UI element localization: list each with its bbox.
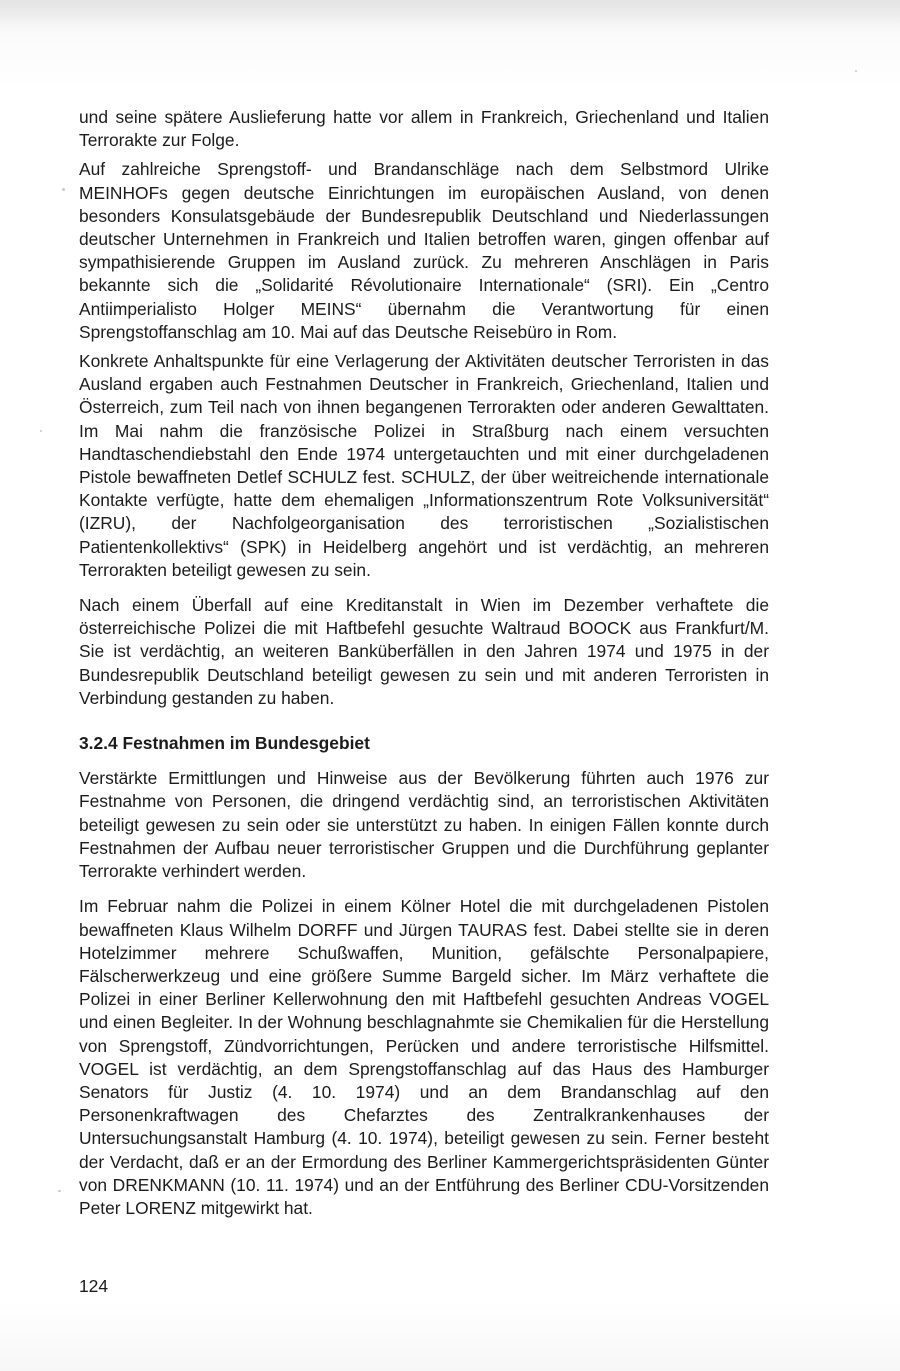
section-heading: 3.2.4 Festnahmen im Bundesgebiet — [79, 733, 370, 754]
paragraph: Verstärkte Ermittlungen und Hinweise aus der Bevölkerung führten auch 1976 zur Festnahme von Personen, die dringend verdächtig sind, an terroristischen Aktivitäten beteiligt gewesen zu sein oder sie unterstützt zu haben. In einigen Fällen konnte durch Festnahmen der Aufbau neuer terroristischer Gruppen und die Durchführung geplanter Terrorakte verhindert werden. — [79, 768, 769, 882]
scan-speck — [58, 1190, 61, 1192]
paragraph: und seine spätere Auslieferung hatte vor allem in Frankreich, Griechenland und Italien Terrorakte zur Folge. — [79, 107, 769, 151]
paragraph: Nach einem Überfall auf eine Kreditanstalt in Wien im Dezember verhaftete die österreichische Polizei die mit Haftbefehl gesuchte Waltraud BOOCK aus Frankfurt/M. Sie ist verdächtig, an weiteren Banküberfällen in den Jahren 1974 und 1975 in der Bundesrepublik Deutschland beteiligt gewesen zu sein und mit anderen Terroristen in Verbindung gestanden zu haben. — [79, 595, 769, 708]
page-number: 124 — [79, 1276, 109, 1296]
paragraph: Auf zahlreiche Sprengstoff- und Brandanschläge nach dem Selbstmord Ulrike MEINHOFs gegen deutsche Einrichtungen im europäischen Ausland, von denen besonders Konsulatsgebäude der Bundesrepublik Deutschland und Niederlassungen deutscher Unternehmen in Frankreich und Italien betroffen waren, gingen offenbar auf sympathisierende Gruppen im Ausland zurück. Zu mehreren Anschlägen in Paris bekannte sich die „Solidarité Révolutionaire Internationale“ (SRI). Ein „Centro Antiimperialisto Holger MEINS“ übernahm die Verantwortung für einen Sprengstoffanschlag am 10. Mai auf das Deutsche Reisebüro in Rom. — [79, 159, 769, 342]
paragraph: Im Februar nahm die Polizei in einem Kölner Hotel die mit durchgeladenen Pistolen bewaffneten Klaus Wilhelm DORFF und Jürgen TAURAS fest. Dabei stellte sie in deren Hotelzimmer mehrere Schußwaffen, Munition, gefälschte Personalpapiere, Fälscherwerkzeug und eine größere Summe Bargeld sicher. Im März verhaftete die Polizei in einer Berliner Kellerwohnung den mit Haftbefehl gesuchten Andreas VOGEL und einen Begleiter. In der Wohnung beschlagnahmte sie Chemikalien für die Herstellung von Sprengstoff, Zündvorrichtungen, Perücken und andere terroristische Hilfsmittel. VOGEL ist verdächtig, an dem Sprengstoffanschlag auf das Haus des Hamburger Senators für Justiz (4. 10. 1974) und an dem Brandanschlag auf den Personenkraftwagen des Chefarztes des Zentralkrankenhauses der Untersuchungsanstalt Hamburg (4. 10. 1974), beteiligt gewesen zu sein. Ferner besteht der Verdacht, daß er an der Ermordung des Berliner Kammergerichtspräsidenten Günter von DRENKMANN (10. 11. 1974) und an der Entführung des Berliner CDU-Vorsitzenden Peter LORENZ mitgewirkt hat. — [79, 896, 769, 1218]
scan-speck — [40, 430, 42, 432]
paragraph: Konkrete Anhaltspunkte für eine Verlagerung der Aktivitäten deutscher Terroristen in das Ausland ergaben auch Festnahmen Deutscher in Frankreich, Griechenland, Italien und Österreich, zum Teil nach von ihnen begangenen Terrorakten oder anderen Gewalttaten. Im Mai nahm die französische Polizei in Straßburg nach einem versuchten Handtaschendiebstahl den Ende 1974 untergetauchten und mit einer durchgeladenen Pistole bewaffneten Detlef SCHULZ fest. SCHULZ, der über weitreichende internationale Kontakte verfügte, hatte dem ehemaligen „Informationszentrum Rote Volksuniversität“ (IZRU), der Nachfolgeorganisation des terroristischen „Sozialistischen Patientenkollektivs“ (SPK) in Heidelberg angehört und ist verdächtig, an mehreren Terrorakten beteiligt gewesen zu sein. — [79, 351, 769, 580]
scan-speck — [62, 188, 65, 191]
page-body — [79, 106, 769, 1226]
scan-speck — [855, 70, 857, 72]
scan-shadow — [0, 0, 900, 30]
